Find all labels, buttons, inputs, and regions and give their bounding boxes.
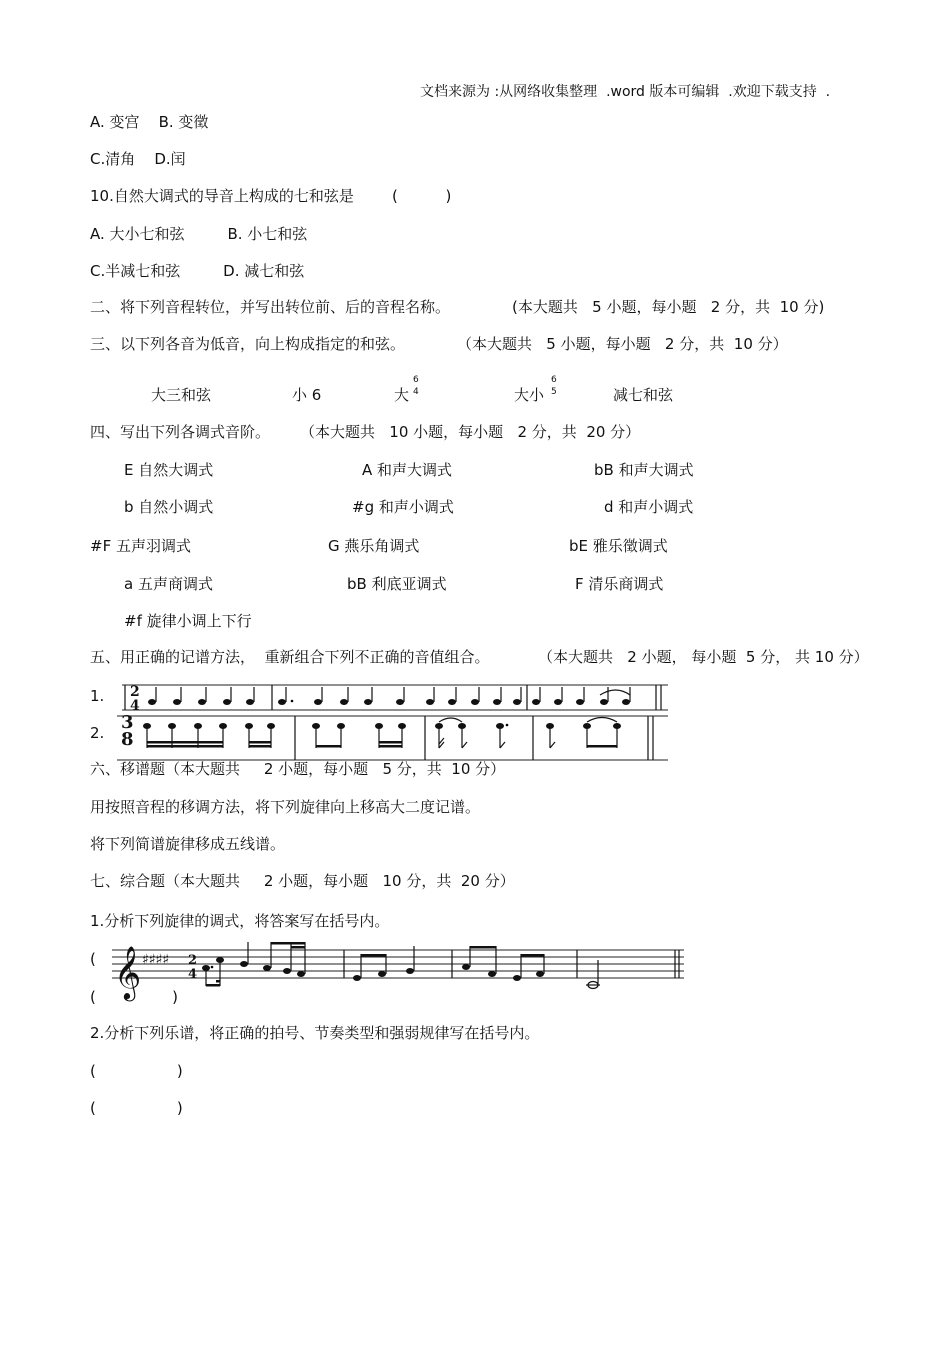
melody-staff: [112, 932, 686, 998]
exercise-label-2: 2.: [90, 724, 105, 742]
q10-question: 10.自然大调式的导音上构成的七和弦是: [90, 187, 354, 205]
answer-paren-line: ( ): [90, 1062, 183, 1080]
chord-figure-6-a: 6: [413, 375, 419, 385]
section-4-note: （本大题共 10 小题，每小题 2 分，共 20 分）: [300, 423, 641, 441]
treble-clef-icon: 𝄞: [114, 945, 142, 999]
answer-paren-line: ( ): [90, 988, 178, 1006]
q10-options-line-2: C.半减七和弦 D. 减七和弦: [90, 262, 305, 280]
section-2-note: (本大题共 5 小题，每小题 2 分，共 10 分): [512, 298, 825, 316]
exercise-label-1: 1.: [90, 687, 105, 705]
scale-item: #F 五声羽调式: [90, 537, 191, 555]
melody-time-signature-top: 2: [188, 953, 198, 968]
q9-options-line-2: C.清角 D.闰: [90, 150, 186, 168]
chord-major-six-four: 大: [394, 386, 410, 404]
section-5-note: （本大题共 2 小题， 每小题 5 分， 共 10 分）: [538, 648, 869, 666]
scale-item: A 和声大调式: [362, 461, 453, 479]
rhythm-exercise-2: [117, 712, 670, 764]
time-signature-bottom: 8: [121, 729, 134, 750]
section-7-question-2: 2.分析下列乐谱，将正确的拍号、节奏类型和强弱规律写在括号内。: [90, 1024, 540, 1042]
section-5-title: 五、用正确的记谱方法， 重新组合下列不正确的音值组合。: [90, 648, 490, 666]
answer-paren-line: ( ): [90, 1099, 183, 1117]
section-6-line-1: 用按照音程的移调方法，将下列旋律向上移高大二度记谱。: [90, 798, 481, 816]
time-signature-top: 2: [130, 684, 140, 700]
chord-diminished-seventh: 减七和弦: [613, 386, 674, 404]
section-3-title: 三、以下列各音为低音，向上构成指定的和弦。: [90, 335, 406, 353]
measure-3: [435, 716, 533, 760]
q10-options-line-1: A. 大小七和弦 B. 小七和弦: [90, 225, 308, 243]
scale-item: bB 和声大调式: [594, 461, 694, 479]
scale-item: b 自然小调式: [124, 498, 214, 516]
rhythm-exercise-1: [122, 682, 670, 714]
scale-item: E 自然大调式: [124, 461, 214, 479]
section-3-note: （本大题共 5 小题，每小题 2 分，共 10 分）: [457, 335, 788, 353]
melody-time-signature-bottom: 4: [188, 967, 198, 982]
scale-item: #g 和声小调式: [352, 498, 454, 516]
section-2-title: 二、将下列音程转位，并写出转位前、后的音程名称。: [90, 298, 451, 316]
scale-item: #f 旋律小调上下行: [124, 612, 252, 630]
page-header: 文档来源为 :从网络收集整理 .word 版本可编辑 .欢迎下载支持 .: [420, 84, 831, 100]
measure-2: [312, 716, 425, 760]
section-7-title: 七、综合题（本大题共 2 小题，每小题 10 分，共 20 分）: [90, 872, 515, 890]
scale-item: bE 雅乐徵调式: [569, 537, 668, 555]
chord-major-triad: 大三和弦: [151, 386, 212, 404]
melody-measure-4: [586, 950, 679, 989]
section-4-title: 四、写出下列各调式音阶。: [90, 423, 271, 441]
section-6-line-2: 将下列简谱旋律移成五线谱。: [90, 835, 286, 853]
measure-1: [148, 685, 272, 710]
q10-answer-blank: ( ): [392, 187, 452, 205]
scale-item: bB 利底亚调式: [347, 575, 447, 593]
scale-item: G 燕乐角调式: [328, 537, 420, 555]
measure-2: [278, 687, 404, 705]
key-signature-sharps: ♯♯♯♯: [142, 952, 170, 968]
chord-minor-sixth: 小 6: [292, 386, 322, 404]
chord-figure-4: 4: [413, 387, 419, 397]
section-7-question-1: 1.分析下列旋律的调式，将答案写在括号内。: [90, 912, 390, 930]
chord-figure-6-b: 6: [551, 375, 557, 385]
scale-item: F 清乐商调式: [575, 575, 664, 593]
answer-paren-open: (: [90, 950, 96, 968]
measure-3: [426, 685, 527, 710]
measure-1: [143, 716, 295, 760]
time-signature-bottom: 4: [130, 698, 140, 714]
scale-item: a 五声商调式: [124, 575, 213, 593]
scale-item: d 和声小调式: [604, 498, 694, 516]
time-signature-top: 3: [121, 712, 134, 733]
measure-4: [532, 685, 661, 710]
section-6-title: 六、移谱题（本大题共 2 小题，每小题 5 分，共 10 分）: [90, 760, 506, 778]
measure-4: [546, 716, 653, 760]
q9-options-line-1: A. 变宫 B. 变徵: [90, 113, 209, 131]
chord-figure-5: 5: [551, 387, 557, 397]
chord-major-minor-six-five: 大小: [514, 386, 545, 404]
